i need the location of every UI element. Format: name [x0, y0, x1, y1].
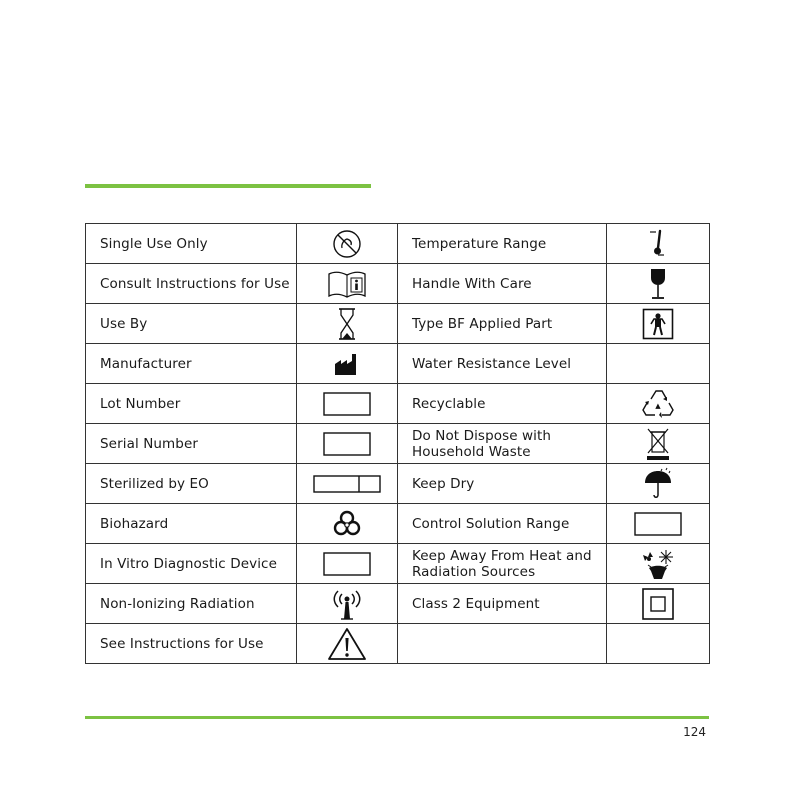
- svg-text:▲: ▲: [655, 401, 661, 410]
- symbol-label: Manufacturer: [86, 344, 297, 384]
- table-row: [86, 464, 710, 504]
- symbol-label: Recyclable: [398, 384, 607, 424]
- table-row: [86, 584, 710, 624]
- table-row: [86, 344, 710, 384]
- table-row: [86, 544, 710, 584]
- symbol-label: Class 2 Equipment: [398, 584, 607, 624]
- single-use-icon: [330, 229, 364, 259]
- fragile-glass-icon: [647, 267, 669, 301]
- symbol-label: Lot Number: [86, 384, 297, 424]
- symbol-label: [398, 424, 607, 464]
- symbol-label: Non-Ionizing Radiation: [86, 584, 297, 624]
- symbol-label: Handle With Care: [398, 264, 607, 304]
- symbol-label: Use By: [86, 304, 297, 344]
- book-info-icon: [327, 270, 367, 298]
- blank-box-icon: [323, 552, 371, 576]
- symbol-label: Sterilized by EO: [86, 464, 297, 504]
- split-box-icon: [313, 475, 381, 493]
- table-row: [86, 224, 710, 264]
- symbol-label: [398, 624, 607, 664]
- antenna-icon: [331, 587, 363, 621]
- header-rule: [85, 184, 371, 188]
- symbol-label: In Vitro Diagnostic Device: [86, 544, 297, 584]
- table-row: [86, 384, 710, 424]
- blank-box-icon: [323, 432, 371, 456]
- recycle-icon: [639, 387, 677, 421]
- symbol-label: Serial Number: [86, 424, 297, 464]
- table-row: [86, 504, 710, 544]
- blank-box-icon: [634, 512, 682, 536]
- warning-triangle-icon: [327, 627, 367, 661]
- symbol-label: Biohazard: [86, 504, 297, 544]
- symbol-label-line: Radiation Sources: [412, 563, 536, 580]
- symbol-label: Temperature Range: [398, 224, 607, 264]
- table-row: [86, 424, 710, 464]
- table-row: [86, 624, 710, 664]
- crossed-bin-icon: [645, 426, 671, 462]
- table-row: [86, 304, 710, 344]
- biohazard-icon: [332, 509, 362, 539]
- heat-radiation-icon: [640, 547, 676, 581]
- symbol-label: Control Solution Range: [398, 504, 607, 544]
- symbol-label: See Instructions for Use: [86, 624, 297, 664]
- symbol-label: Single Use Only: [86, 224, 297, 264]
- table-row: [86, 264, 710, 304]
- symbol-label: Type BF Applied Part: [398, 304, 607, 344]
- symbol-label: Consult Instructions for Use: [86, 264, 297, 304]
- person-icon: [642, 308, 674, 340]
- symbol-label-line: Do Not Dispose with: [412, 427, 552, 444]
- footer-rule: [85, 716, 709, 719]
- symbol-label-line: Household Waste: [412, 443, 531, 460]
- blank-box-icon: [323, 392, 371, 416]
- symbol-label: [398, 544, 607, 584]
- thermometer-icon: [646, 228, 670, 260]
- symbols-table: [85, 223, 710, 664]
- page-number: 124: [683, 725, 706, 739]
- hourglass-icon: [337, 307, 357, 341]
- symbol-label: Keep Dry: [398, 464, 607, 504]
- umbrella-icon: [642, 467, 674, 501]
- symbol-label: Water Resistance Level: [398, 344, 607, 384]
- symbol-label-line: Keep Away From Heat and: [412, 547, 592, 564]
- double-square-icon: [642, 588, 674, 620]
- factory-icon: [334, 352, 360, 376]
